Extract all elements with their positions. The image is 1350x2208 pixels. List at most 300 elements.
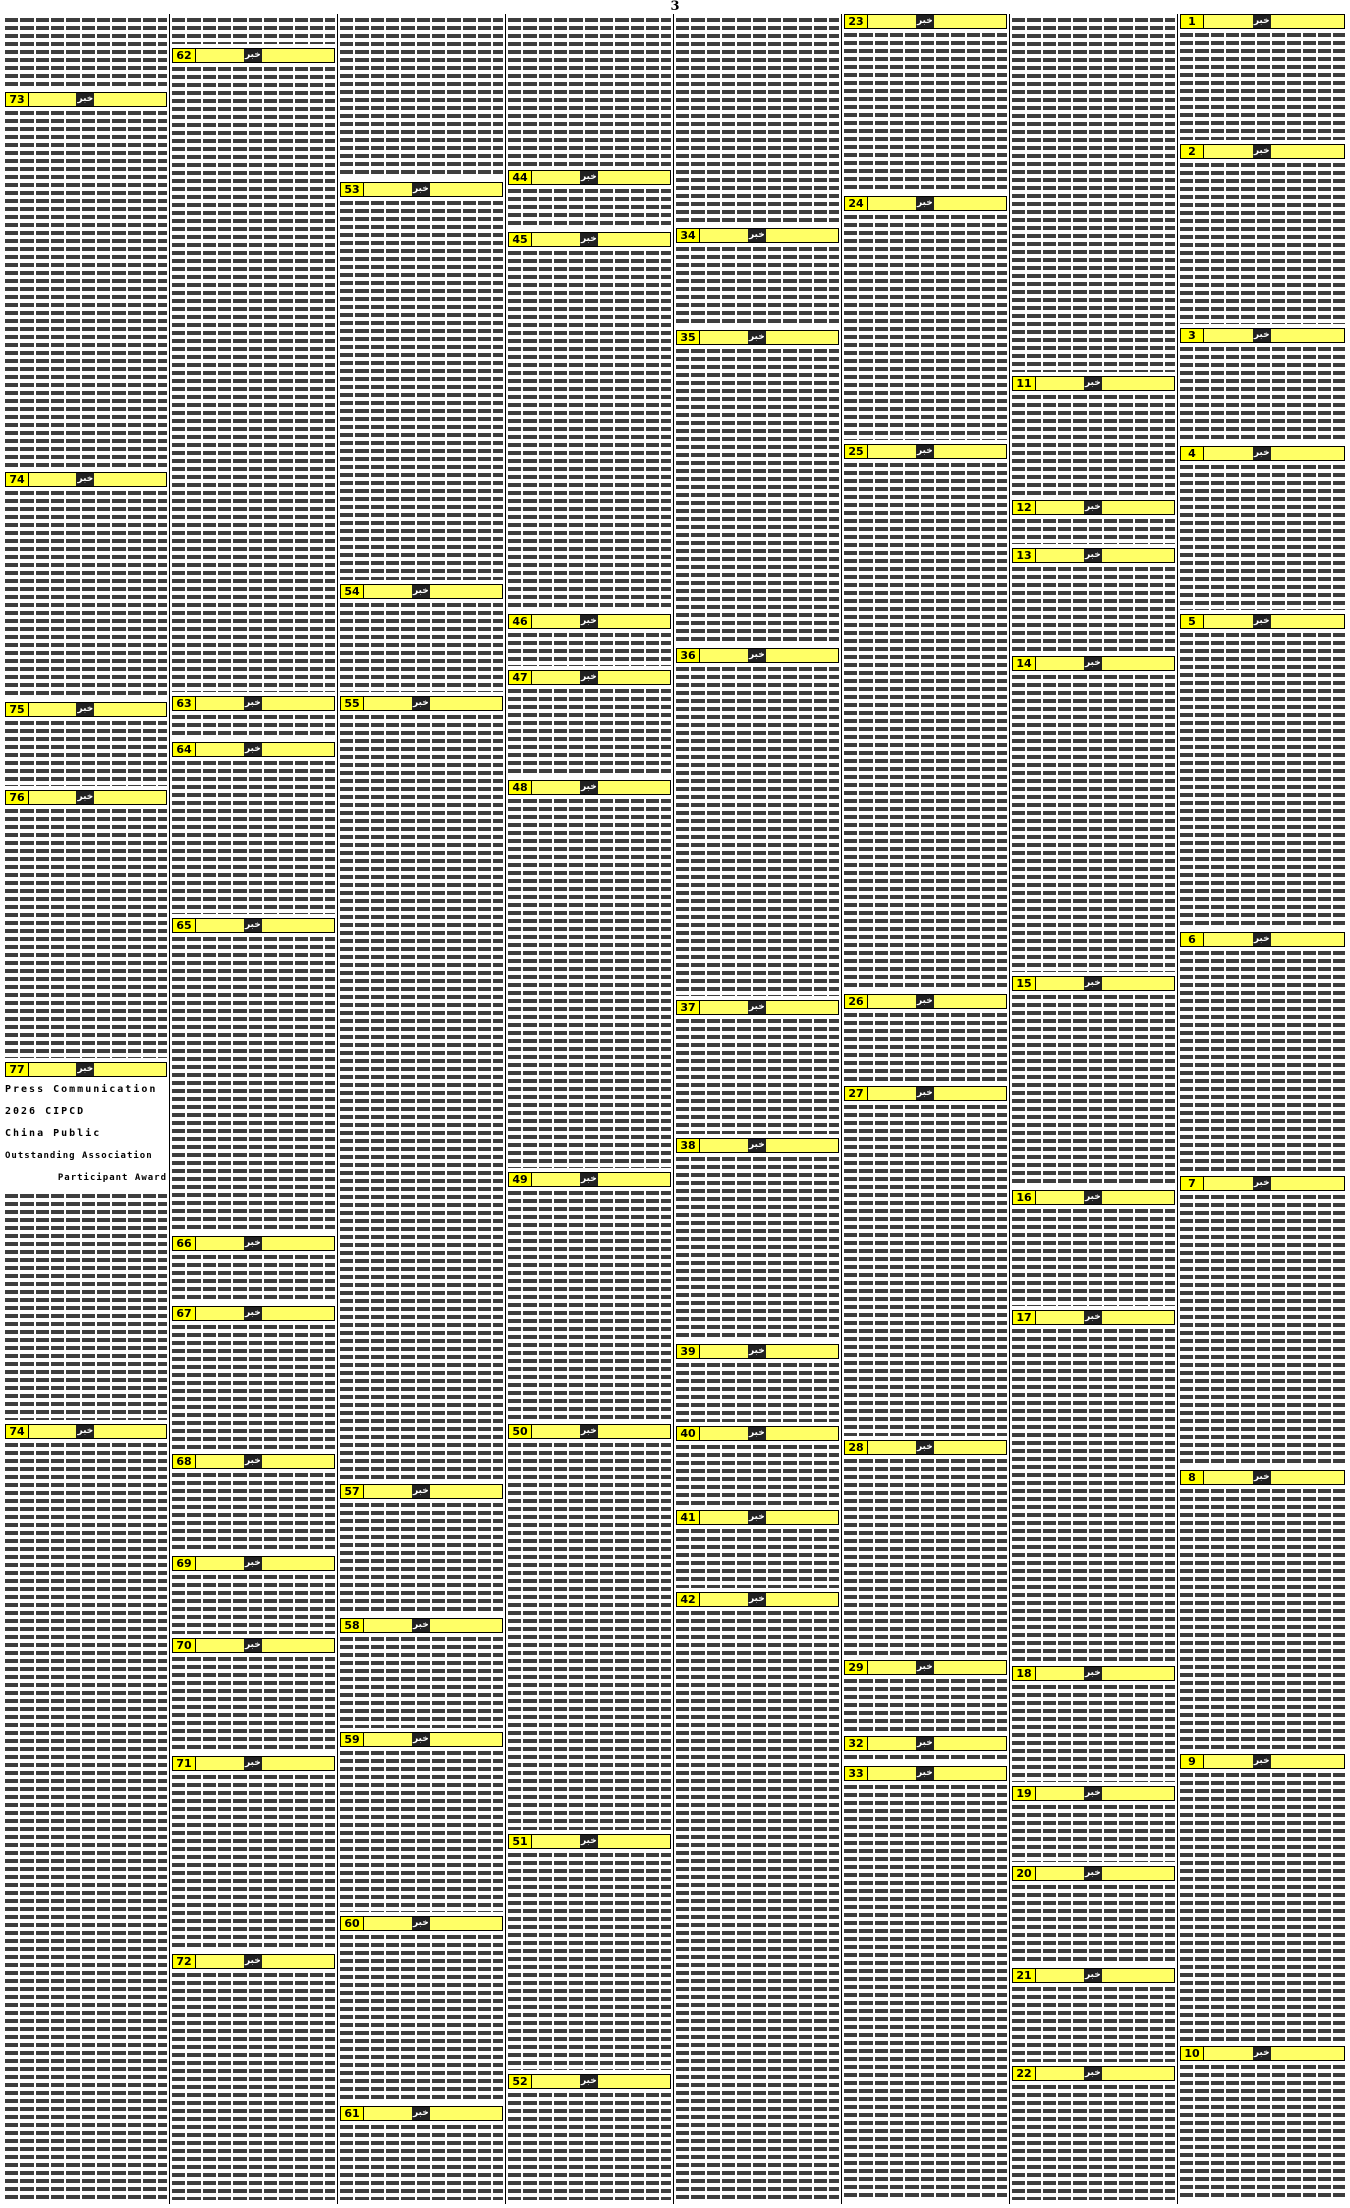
item-body (844, 1783, 1007, 2200)
award-line-5: Participant Award (57, 1173, 167, 1183)
item-number: 42 (676, 1592, 700, 1607)
news-item (676, 330, 839, 646)
source-badge: خبر (916, 1662, 933, 1672)
item-number: 26 (844, 994, 868, 1009)
item-header (1012, 1786, 1175, 1801)
item-header (5, 702, 167, 717)
news-item (172, 918, 335, 1234)
item-header (844, 1766, 1007, 1781)
news-item (1012, 1666, 1175, 1784)
item-number: 77 (5, 1062, 29, 1077)
item-body (1180, 631, 1345, 928)
item-number: 24 (844, 196, 868, 211)
item-body (1180, 345, 1345, 442)
item-header (172, 48, 335, 63)
award-caption (5, 1079, 167, 1189)
source-badge: خبر (412, 698, 429, 708)
item-number: 10 (1180, 2046, 1204, 2061)
item-header (172, 1638, 335, 1653)
item-header (1180, 1754, 1345, 1769)
newspaper-page (3, 14, 1347, 2204)
source-badge: خبر (244, 1238, 261, 1248)
item-header (1012, 376, 1175, 391)
source-badge: خبر (244, 50, 261, 60)
news-item (844, 14, 1007, 194)
item-body (5, 489, 167, 698)
item-number: 51 (508, 1834, 532, 1849)
item-body (1012, 1683, 1175, 1782)
news-item (676, 1510, 839, 1590)
item-body (340, 199, 503, 580)
source-badge: خبر (916, 1768, 933, 1778)
news-item (172, 1454, 335, 1554)
source-badge: خبر (580, 2076, 597, 2086)
news-item (340, 1484, 503, 1616)
item-header (340, 1618, 503, 1633)
item-number: 58 (340, 1618, 364, 1633)
item-number: 66 (172, 1236, 196, 1251)
item-body (676, 1443, 839, 1506)
news-item (844, 1086, 1007, 1438)
item-body (1180, 31, 1345, 140)
item-body (172, 1253, 335, 1302)
item-body (172, 65, 335, 692)
item-header (172, 1454, 335, 1469)
news-item (1012, 1190, 1175, 1308)
source-badge: خبر (580, 1174, 597, 1184)
item-header (1012, 1190, 1175, 1205)
item-header (5, 472, 167, 487)
source-badge: خبر (412, 2108, 429, 2118)
news-item (676, 1592, 839, 2202)
news-item (340, 14, 503, 180)
source-badge: خبر (580, 1836, 597, 1846)
news-item (1012, 976, 1175, 1188)
item-header (1180, 14, 1345, 29)
news-item (172, 14, 335, 46)
news-item (340, 1732, 503, 1914)
item-header (1012, 1866, 1175, 1881)
item-number: 33 (844, 1766, 868, 1781)
source-badge: خبر (1253, 1756, 1270, 1766)
item-number: 53 (340, 182, 364, 197)
item-body (340, 713, 503, 1480)
item-body (1012, 1327, 1175, 1662)
item-body (1012, 393, 1175, 496)
item-body (172, 1773, 335, 1950)
item-number: 46 (508, 614, 532, 629)
item-body (172, 1471, 335, 1552)
item-body (844, 213, 1007, 440)
item-body (1180, 1193, 1345, 1466)
item-header (844, 444, 1007, 459)
news-item (1012, 2066, 1175, 2202)
item-header (340, 696, 503, 711)
item-body (508, 797, 671, 1168)
item-body (340, 16, 503, 178)
source-badge: خبر (748, 1428, 765, 1438)
news-item (1180, 446, 1345, 612)
item-header (508, 614, 671, 629)
source-badge: خبر (77, 94, 94, 104)
source-badge: خبر (916, 446, 933, 456)
news-item (844, 1736, 1007, 1764)
news-item (508, 1424, 671, 1832)
source-badge: خبر (916, 198, 933, 208)
source-badge: خبر (244, 1456, 261, 1466)
source-badge: خبر (916, 1088, 933, 1098)
item-number: 59 (340, 1732, 364, 1747)
item-body (1180, 949, 1345, 1172)
item-header (844, 1660, 1007, 1675)
item-number: 27 (844, 1086, 868, 1101)
item-header (340, 1732, 503, 1747)
item-body (172, 935, 335, 1232)
item-body (1180, 2063, 1345, 2200)
source-badge: خبر (748, 1346, 765, 1356)
item-body (5, 719, 167, 786)
news-item (1012, 1968, 1175, 2064)
item-body (508, 249, 671, 610)
news-item (1180, 328, 1345, 444)
item-body (508, 187, 671, 228)
news-item (1180, 932, 1345, 1174)
news-item (508, 1834, 671, 2072)
item-header (844, 994, 1007, 1009)
news-item (172, 1954, 335, 2202)
news-item (340, 696, 503, 1482)
source-badge: خبر (1084, 378, 1101, 388)
news-item (1012, 500, 1175, 546)
source-badge: خبر (77, 792, 94, 802)
news-item (844, 196, 1007, 442)
source-badge: خبر (580, 782, 597, 792)
source-badge: خبر (412, 1918, 429, 1928)
award-line-1: Press Communication (5, 1084, 158, 1095)
item-header (1012, 976, 1175, 991)
item-body (340, 1635, 503, 1728)
source-badge: خبر (916, 1442, 933, 1452)
source-badge: خبر (244, 1558, 261, 1568)
item-number: 67 (172, 1306, 196, 1321)
item-header (508, 1834, 671, 1849)
item-header (1180, 144, 1345, 159)
item-number: 45 (508, 232, 532, 247)
news-item (1012, 1866, 1175, 1966)
source-badge: خبر (580, 234, 597, 244)
item-header (844, 1440, 1007, 1455)
item-body (340, 1749, 503, 1912)
news-column-7 (169, 14, 337, 2204)
news-item (508, 670, 671, 778)
news-item (508, 170, 671, 230)
item-body (508, 2091, 671, 2200)
news-item (508, 232, 671, 612)
item-header (1012, 500, 1175, 515)
item-body (1180, 161, 1345, 324)
item-body (844, 461, 1007, 990)
item-header (172, 696, 335, 711)
news-item (676, 1426, 839, 1508)
item-number: 38 (676, 1138, 700, 1153)
source-badge: خبر (244, 1758, 261, 1768)
award-line-4: Outstanding Association (5, 1151, 153, 1161)
source-badge: خبر (244, 1308, 261, 1318)
news-item (1012, 1786, 1175, 1864)
news-column-3 (841, 14, 1009, 2204)
news-item (172, 48, 335, 694)
news-item (508, 1172, 671, 1422)
item-body (340, 1501, 503, 1614)
item-number: 35 (676, 330, 700, 345)
item-number: 62 (172, 48, 196, 63)
source-badge: خبر (412, 1486, 429, 1496)
item-body (1012, 16, 1175, 372)
news-item (508, 614, 671, 668)
item-body (508, 687, 671, 776)
page-number: 3 (670, 0, 680, 14)
item-number: 8 (1180, 1470, 1204, 1485)
item-number: 20 (1012, 1866, 1036, 1881)
item-header (676, 228, 839, 243)
item-number: 37 (676, 1000, 700, 1015)
item-body (172, 1573, 335, 1634)
item-header (508, 780, 671, 795)
item-header (1012, 1310, 1175, 1325)
item-number: 61 (340, 2106, 364, 2121)
item-header (508, 232, 671, 247)
item-body (1180, 1771, 1345, 2042)
item-header (5, 1424, 167, 1439)
item-body (172, 1323, 335, 1450)
award-line-3: China Public (5, 1128, 102, 1139)
news-item (172, 1306, 335, 1452)
source-badge: خبر (244, 1640, 261, 1650)
item-number: 1 (1180, 14, 1204, 29)
news-column-1 (1177, 14, 1347, 2204)
news-item (5, 790, 167, 1060)
item-body (5, 16, 167, 88)
item-number: 2 (1180, 144, 1204, 159)
item-header (1180, 932, 1345, 947)
item-body (676, 1155, 839, 1340)
news-item (1180, 1470, 1345, 1752)
item-number: 63 (172, 696, 196, 711)
item-body (340, 1933, 503, 2102)
news-item (1012, 376, 1175, 498)
item-body (340, 2123, 503, 2200)
item-number: 4 (1180, 446, 1204, 461)
item-body (844, 1011, 1007, 1082)
item-header (676, 1592, 839, 1607)
item-number: 6 (1180, 932, 1204, 947)
news-item (676, 14, 839, 226)
news-item (844, 444, 1007, 992)
news-item (340, 1618, 503, 1730)
item-body (5, 807, 167, 1058)
item-number: 23 (844, 14, 868, 29)
item-body (676, 1361, 839, 1422)
item-body (676, 245, 839, 326)
item-body (508, 631, 671, 666)
news-item (172, 1556, 335, 1636)
news-item (172, 1638, 335, 1754)
source-badge: خبر (412, 1734, 429, 1744)
source-badge: خبر (1253, 16, 1270, 26)
item-number: 55 (340, 696, 364, 711)
item-header (340, 584, 503, 599)
source-badge: خبر (1084, 550, 1101, 560)
item-header (676, 1426, 839, 1441)
item-header (1012, 2066, 1175, 2081)
item-number: 25 (844, 444, 868, 459)
news-item (508, 14, 671, 168)
item-body (676, 1017, 839, 1134)
news-item (5, 14, 167, 90)
news-item (844, 1660, 1007, 1734)
news-item (1012, 656, 1175, 974)
news-column-5 (505, 14, 673, 2204)
item-header (172, 1306, 335, 1321)
item-header (508, 1172, 671, 1187)
item-header (508, 170, 671, 185)
news-item (172, 1756, 335, 1952)
item-number: 14 (1012, 656, 1036, 671)
source-badge: خبر (77, 474, 94, 484)
item-body (1012, 517, 1175, 544)
news-item (340, 584, 503, 694)
news-item (5, 472, 167, 700)
item-number: 70 (172, 1638, 196, 1653)
item-number: 32 (844, 1736, 868, 1751)
source-badge: خبر (580, 616, 597, 626)
item-header (1180, 446, 1345, 461)
news-item (5, 702, 167, 788)
item-header (1180, 1176, 1345, 1191)
source-badge: خبر (244, 920, 261, 930)
item-body (1012, 2083, 1175, 2200)
item-number: 64 (172, 742, 196, 757)
item-body (1180, 463, 1345, 610)
source-badge: خبر (1084, 1970, 1101, 1980)
source-badge: خبر (1253, 616, 1270, 626)
item-body (172, 759, 335, 914)
news-item (676, 1000, 839, 1136)
item-number: 17 (1012, 1310, 1036, 1325)
source-badge: خبر (77, 1426, 94, 1436)
news-item (508, 2074, 671, 2202)
item-number: 69 (172, 1556, 196, 1571)
item-number: 28 (844, 1440, 868, 1455)
item-number: 13 (1012, 548, 1036, 563)
item-header (5, 790, 167, 805)
item-header (340, 1484, 503, 1499)
item-header (676, 1344, 839, 1359)
source-badge: خبر (412, 184, 429, 194)
item-body (172, 713, 335, 738)
news-item (676, 648, 839, 998)
source-badge: خبر (1084, 1788, 1101, 1798)
news-item (1012, 548, 1175, 654)
source-badge: خبر (1253, 330, 1270, 340)
news-item (676, 1138, 839, 1342)
item-body (676, 347, 839, 644)
news-item (1180, 14, 1345, 142)
item-number: 18 (1012, 1666, 1036, 1681)
item-body (5, 1192, 167, 1420)
source-badge: خبر (244, 744, 261, 754)
news-item (844, 1440, 1007, 1658)
news-column-4 (673, 14, 841, 2204)
item-number: 65 (172, 918, 196, 933)
source-badge: خبر (77, 1064, 94, 1074)
news-item (1180, 1176, 1345, 1468)
source-badge: خبر (748, 650, 765, 660)
item-header (340, 182, 503, 197)
source-badge: خبر (244, 1956, 261, 1966)
source-badge: خبر (1253, 1178, 1270, 1188)
news-column-8 (3, 14, 169, 2204)
item-header (676, 1138, 839, 1153)
item-number: 9 (1180, 1754, 1204, 1769)
news-item (172, 1236, 335, 1304)
source-badge: خبر (1253, 934, 1270, 944)
item-number: 49 (508, 1172, 532, 1187)
item-number: 50 (508, 1424, 532, 1439)
item-number: 74 (5, 1424, 29, 1439)
item-header (844, 196, 1007, 211)
source-badge: خبر (412, 1620, 429, 1630)
item-number: 73 (5, 92, 29, 107)
item-header (844, 14, 1007, 29)
item-body (1012, 1883, 1175, 1964)
item-number: 39 (676, 1344, 700, 1359)
news-item (340, 182, 503, 582)
item-header (1012, 1968, 1175, 1983)
item-header (340, 1916, 503, 1931)
source-badge: خبر (916, 16, 933, 26)
award-line-2: 2026 CIPCD (5, 1106, 86, 1117)
source-badge: خبر (580, 172, 597, 182)
item-body (172, 1655, 335, 1752)
news-column-2 (1009, 14, 1177, 2204)
item-number: 68 (172, 1454, 196, 1469)
item-body (508, 1441, 671, 1830)
item-header (172, 1556, 335, 1571)
item-number: 21 (1012, 1968, 1036, 1983)
item-body (676, 665, 839, 996)
item-number: 44 (508, 170, 532, 185)
item-body (1012, 673, 1175, 972)
item-body (508, 16, 671, 166)
item-body (172, 1971, 335, 2200)
item-header (676, 1000, 839, 1015)
source-badge: خبر (1084, 978, 1101, 988)
item-number: 41 (676, 1510, 700, 1525)
source-badge: خبر (748, 1512, 765, 1522)
item-number: 57 (340, 1484, 364, 1499)
news-item (172, 742, 335, 916)
item-header (340, 2106, 503, 2121)
item-header (1180, 614, 1345, 629)
news-item (172, 696, 335, 740)
item-header (172, 1954, 335, 1969)
news-item (676, 228, 839, 328)
source-badge: خبر (412, 586, 429, 596)
item-number: 54 (340, 584, 364, 599)
item-header (508, 670, 671, 685)
item-number: 76 (5, 790, 29, 805)
